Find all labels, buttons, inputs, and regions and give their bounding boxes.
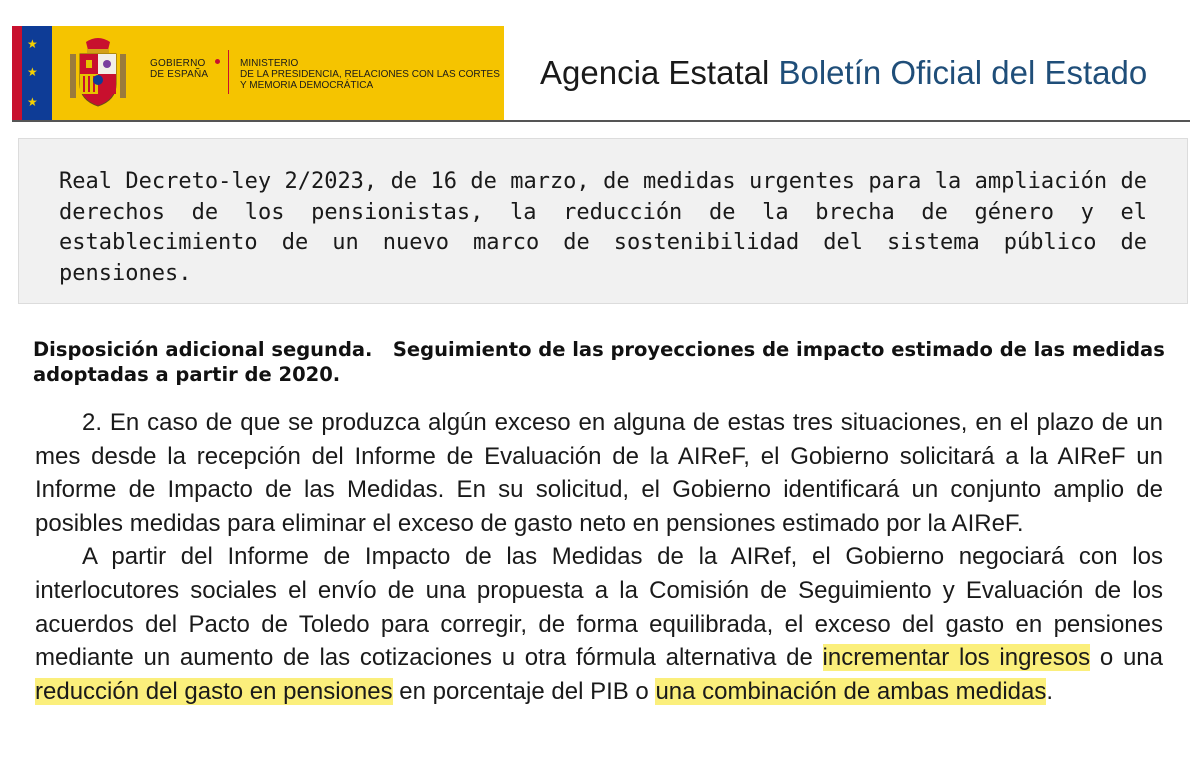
document-title: Real Decreto-ley 2/2023, de 16 de marzo, de medidas urgentes para la ampliación de derechos de los pensionistas, la reducción de la brecha de género y el establecimiento de un nuevo marco de sostenibilidad del sistema público de pensiones. (59, 169, 1147, 286)
spain-coat-of-arms-icon (68, 36, 128, 110)
document-title-box (18, 138, 1188, 304)
ministerio-line-1: MINISTERIO (240, 58, 299, 69)
gobierno-label (150, 58, 208, 80)
ministerio-line-2: DE LA PRESIDENCIA, RELACIONES CON LAS CORTES (240, 69, 500, 80)
highlight-income: incrementar los ingresos (822, 644, 1091, 672)
paragraph-2-text: o una (1090, 644, 1163, 672)
agency-name: Boletín Oficial del Estado (778, 54, 1148, 91)
paragraph-1: 2. En caso de que se produzca algún exceso en alguna de estas tres situaciones, en el plazo de un mes desde la recepción del Informe de Evaluación de la AIReF, el Gobierno solicitará a la AIReF un Informe de Impacto de las Medidas. En su solicitud, el Gobierno identificará un conjunto amplio de posibles medidas para eliminar el exceso de gasto neto en pensiones estimado por la AIReF. (35, 409, 1163, 537)
divider (228, 50, 229, 94)
red-dot (215, 59, 220, 64)
ministerio-label (240, 58, 500, 91)
espana-line: DE ESPAÑA (150, 69, 209, 80)
agency-prefix: Agencia Estatal (540, 54, 770, 91)
paragraph-2-text: A partir del Informe de Impacto de las Medidas de la AIRef, el Gobierno negociará con los interlocutores sociales el envío de una propuesta a la Comisión de Seguimiento y Evaluación de los acuerdos del Pacto de Toledo para corregir, de forma equilibrada, el exceso del gasto en pensiones mediante un aumento de las cotizaciones u otra fórmula alternativa de (35, 543, 1163, 672)
section-heading: Disposición adicional segunda. Seguimiento de las proyecciones de impacto estimado de las medidas adoptadas a partir de 2020. (33, 338, 1172, 386)
paragraph-2-text: . (1046, 677, 1054, 705)
gobierno-line: GOBIERNO (150, 58, 206, 69)
header-rule (12, 120, 1190, 122)
agency-title[interactable] (540, 54, 1147, 92)
government-banner[interactable] (52, 26, 504, 120)
paragraph-2-text: en porcentaje del PIB o (392, 677, 656, 705)
highlight-combination: una combinación de ambas medidas (655, 677, 1047, 705)
paragraph-2 (35, 540, 1163, 708)
site-header (12, 26, 1190, 120)
eu-flag-stripe-icon: ★ ★ ★ (12, 26, 52, 120)
ministerio-line-3: Y MEMORIA DEMOCRÁTICA (240, 80, 374, 91)
highlight-spending-reduction: reducción del gasto en pensiones (35, 677, 393, 705)
document-body (35, 406, 1163, 708)
